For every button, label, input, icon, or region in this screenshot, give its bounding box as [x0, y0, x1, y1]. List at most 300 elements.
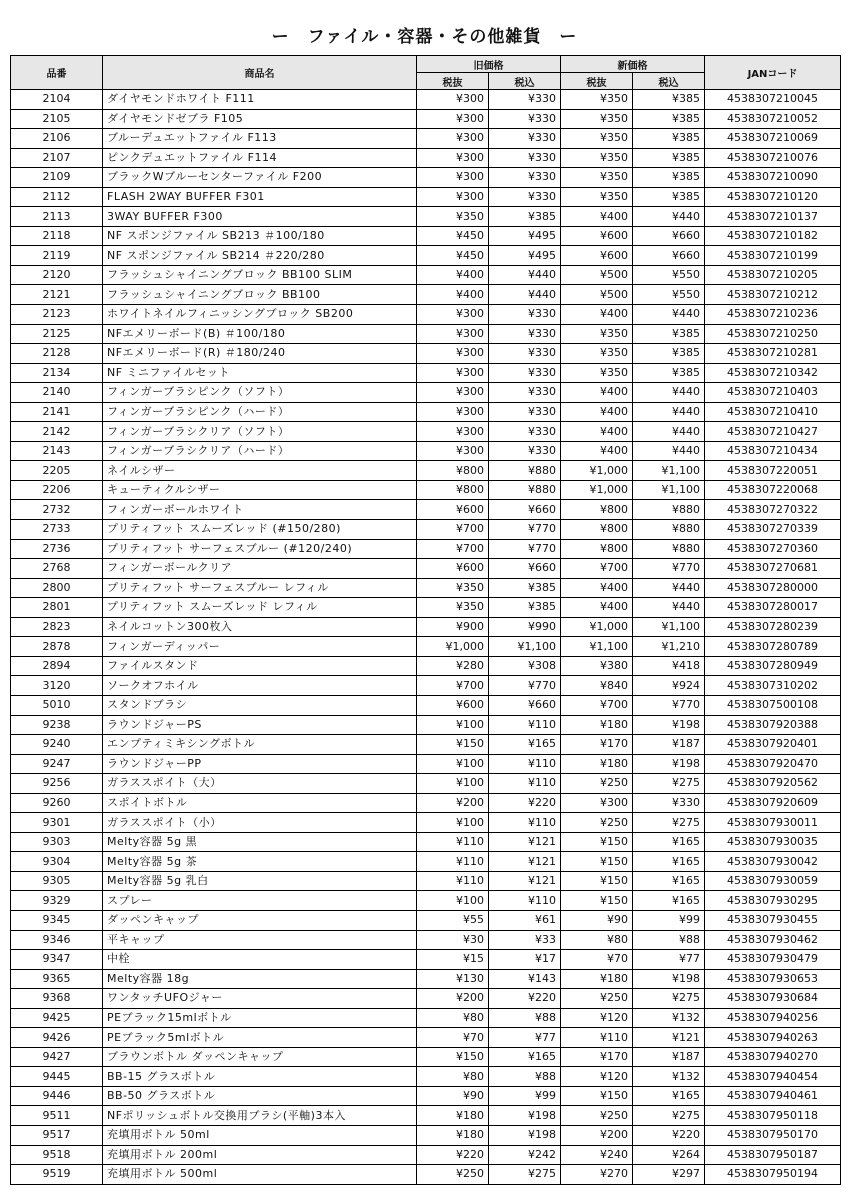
cell-product-name: Melty容器 18g — [103, 969, 417, 989]
cell-new-tax-incl: ¥440 — [633, 598, 705, 618]
cell-product-name: ガラススポイト（小） — [103, 813, 417, 833]
cell-new-tax-excl: ¥500 — [561, 285, 633, 305]
cell-jan-code: 4538307920388 — [705, 715, 841, 735]
cell-code: 9305 — [11, 871, 103, 891]
cell-old-tax-excl: ¥55 — [417, 910, 489, 930]
cell-old-tax-incl: ¥770 — [489, 520, 561, 540]
table-row — [11, 774, 841, 794]
cell-jan-code: 4538307270681 — [705, 559, 841, 579]
cell-old-tax-excl: ¥100 — [417, 754, 489, 774]
cell-product-name: BB-15 グラスボトル — [103, 1067, 417, 1087]
cell-old-tax-excl: ¥280 — [417, 656, 489, 676]
cell-jan-code: 4538307210403 — [705, 383, 841, 403]
cell-code: 5010 — [11, 695, 103, 715]
cell-new-tax-incl: ¥198 — [633, 969, 705, 989]
cell-product-name: フラッシュシャイニングブロック BB100 SLIM — [103, 265, 417, 285]
cell-new-tax-excl: ¥1,000 — [561, 480, 633, 500]
table-row — [11, 1106, 841, 1126]
cell-old-tax-incl: ¥990 — [489, 617, 561, 637]
cell-old-tax-excl: ¥110 — [417, 832, 489, 852]
cell-old-tax-incl: ¥1,100 — [489, 637, 561, 657]
cell-new-tax-excl: ¥120 — [561, 1008, 633, 1028]
cell-old-tax-incl: ¥330 — [489, 383, 561, 403]
cell-new-tax-incl: ¥1,100 — [633, 461, 705, 481]
cell-new-tax-excl: ¥90 — [561, 910, 633, 930]
cell-new-tax-incl: ¥418 — [633, 656, 705, 676]
cell-product-name: ラウンドジャーPS — [103, 715, 417, 735]
cell-old-tax-incl: ¥495 — [489, 246, 561, 266]
cell-old-tax-excl: ¥110 — [417, 871, 489, 891]
cell-product-name: フィンガーブラシピンク（ハード） — [103, 402, 417, 422]
cell-old-tax-excl: ¥1,000 — [417, 637, 489, 657]
cell-jan-code: 4538307930684 — [705, 989, 841, 1009]
cell-new-tax-incl: ¥1,210 — [633, 637, 705, 657]
cell-new-tax-excl: ¥350 — [561, 363, 633, 383]
table-row — [11, 1086, 841, 1106]
cell-old-tax-excl: ¥300 — [417, 363, 489, 383]
cell-product-name: 充填用ボトル 50ml — [103, 1125, 417, 1145]
cell-product-name: Melty容器 5g 黒 — [103, 832, 417, 852]
cell-new-tax-excl: ¥120 — [561, 1067, 633, 1087]
table-row — [11, 226, 841, 246]
table-row — [11, 735, 841, 755]
cell-new-tax-excl: ¥800 — [561, 539, 633, 559]
cell-new-tax-incl: ¥880 — [633, 520, 705, 540]
cell-code: 2125 — [11, 324, 103, 344]
cell-code: 2801 — [11, 598, 103, 618]
cell-code: 2800 — [11, 578, 103, 598]
cell-new-tax-excl: ¥80 — [561, 930, 633, 950]
cell-code: 9517 — [11, 1125, 103, 1145]
cell-jan-code: 4538307220068 — [705, 480, 841, 500]
cell-jan-code: 4538307920470 — [705, 754, 841, 774]
cell-new-tax-incl: ¥165 — [633, 832, 705, 852]
cell-product-name: プリティフット サーフェスブルー レフィル — [103, 578, 417, 598]
table-row — [11, 1047, 841, 1067]
header-old-tax-incl: 税込 — [489, 73, 561, 90]
cell-old-tax-excl: ¥350 — [417, 598, 489, 618]
cell-old-tax-excl: ¥300 — [417, 441, 489, 461]
table-row — [11, 265, 841, 285]
cell-new-tax-incl: ¥121 — [633, 1028, 705, 1048]
cell-code: 3120 — [11, 676, 103, 696]
cell-code: 2878 — [11, 637, 103, 657]
cell-jan-code: 4538307920562 — [705, 774, 841, 794]
cell-new-tax-incl: ¥187 — [633, 735, 705, 755]
cell-old-tax-incl: ¥121 — [489, 852, 561, 872]
cell-product-name: スプレー — [103, 891, 417, 911]
cell-product-name: スポイトボトル — [103, 793, 417, 813]
cell-old-tax-excl: ¥70 — [417, 1028, 489, 1048]
cell-jan-code: 4538307210069 — [705, 129, 841, 149]
cell-new-tax-excl: ¥350 — [561, 187, 633, 207]
cell-product-name: ダッペンキャップ — [103, 910, 417, 930]
cell-jan-code: 4538307500108 — [705, 695, 841, 715]
cell-old-tax-excl: ¥100 — [417, 774, 489, 794]
cell-old-tax-incl: ¥330 — [489, 109, 561, 129]
cell-jan-code: 4538307210427 — [705, 422, 841, 442]
cell-old-tax-excl: ¥30 — [417, 930, 489, 950]
cell-product-name: ダイヤモンドゼブラ F105 — [103, 109, 417, 129]
cell-code: 2120 — [11, 265, 103, 285]
cell-new-tax-excl: ¥240 — [561, 1145, 633, 1165]
table-row — [11, 676, 841, 696]
cell-old-tax-incl: ¥88 — [489, 1067, 561, 1087]
table-row — [11, 989, 841, 1009]
cell-product-name: プリティフット サーフェスブルー (#120/240) — [103, 539, 417, 559]
cell-code: 2104 — [11, 90, 103, 110]
cell-product-name: フィンガーボールクリア — [103, 559, 417, 579]
cell-new-tax-excl: ¥600 — [561, 226, 633, 246]
cell-old-tax-excl: ¥300 — [417, 305, 489, 325]
cell-product-name: ファイルスタンド — [103, 656, 417, 676]
cell-new-tax-excl: ¥1,000 — [561, 461, 633, 481]
cell-jan-code: 4538307210120 — [705, 187, 841, 207]
cell-new-tax-excl: ¥350 — [561, 109, 633, 129]
cell-product-name: NF スポンジファイル SB213 ＃100/180 — [103, 226, 417, 246]
cell-new-tax-excl: ¥1,100 — [561, 637, 633, 657]
table-row — [11, 129, 841, 149]
cell-product-name: PEブラック15mlボトル — [103, 1008, 417, 1028]
cell-new-tax-incl: ¥275 — [633, 813, 705, 833]
cell-product-name: フラッシュシャイニングブロック BB100 — [103, 285, 417, 305]
table-row — [11, 246, 841, 266]
table-row — [11, 109, 841, 129]
cell-product-name: キューティクルシザー — [103, 480, 417, 500]
cell-product-name: ブルーデュエットファイル F113 — [103, 129, 417, 149]
table-row — [11, 461, 841, 481]
cell-old-tax-incl: ¥330 — [489, 441, 561, 461]
cell-new-tax-excl: ¥250 — [561, 989, 633, 1009]
cell-old-tax-incl: ¥330 — [489, 305, 561, 325]
cell-jan-code: 4538307280000 — [705, 578, 841, 598]
cell-product-name: 3WAY BUFFER F300 — [103, 207, 417, 227]
cell-code: 9365 — [11, 969, 103, 989]
cell-old-tax-excl: ¥600 — [417, 695, 489, 715]
cell-product-name: PEブラック5mlボトル — [103, 1028, 417, 1048]
cell-code: 2113 — [11, 207, 103, 227]
cell-old-tax-excl: ¥80 — [417, 1008, 489, 1028]
cell-old-tax-incl: ¥330 — [489, 187, 561, 207]
cell-code: 2894 — [11, 656, 103, 676]
cell-new-tax-excl: ¥400 — [561, 402, 633, 422]
cell-old-tax-excl: ¥150 — [417, 735, 489, 755]
cell-new-tax-excl: ¥250 — [561, 1106, 633, 1126]
table-row — [11, 871, 841, 891]
table-row — [11, 500, 841, 520]
cell-new-tax-excl: ¥150 — [561, 832, 633, 852]
cell-old-tax-excl: ¥200 — [417, 989, 489, 1009]
table-row — [11, 90, 841, 110]
cell-product-name: BB-50 グラスボトル — [103, 1086, 417, 1106]
cell-old-tax-incl: ¥660 — [489, 695, 561, 715]
cell-new-tax-excl: ¥400 — [561, 578, 633, 598]
header-new-tax-incl: 税込 — [633, 73, 705, 90]
cell-product-name: NFポリッシュボトル交換用ブラシ(平軸)3本入 — [103, 1106, 417, 1126]
cell-product-name: ダイヤモンドホワイト F111 — [103, 90, 417, 110]
cell-jan-code: 4538307210045 — [705, 90, 841, 110]
cell-code: 2123 — [11, 305, 103, 325]
cell-new-tax-incl: ¥275 — [633, 1106, 705, 1126]
cell-product-name: プリティフット スムーズレッド (#150/280) — [103, 520, 417, 540]
cell-old-tax-incl: ¥121 — [489, 871, 561, 891]
cell-code: 9260 — [11, 793, 103, 813]
cell-jan-code: 4538307210410 — [705, 402, 841, 422]
cell-jan-code: 4538307920401 — [705, 735, 841, 755]
table-row — [11, 578, 841, 598]
cell-jan-code: 4538307950187 — [705, 1145, 841, 1165]
cell-code: 2119 — [11, 246, 103, 266]
cell-new-tax-incl: ¥385 — [633, 109, 705, 129]
cell-product-name: Melty容器 5g 茶 — [103, 852, 417, 872]
cell-old-tax-excl: ¥900 — [417, 617, 489, 637]
cell-code: 9303 — [11, 832, 103, 852]
cell-jan-code: 4538307210090 — [705, 168, 841, 188]
cell-new-tax-incl: ¥550 — [633, 285, 705, 305]
cell-jan-code: 4538307210182 — [705, 226, 841, 246]
cell-old-tax-incl: ¥110 — [489, 715, 561, 735]
cell-new-tax-excl: ¥150 — [561, 871, 633, 891]
cell-old-tax-incl: ¥330 — [489, 129, 561, 149]
table-row — [11, 1125, 841, 1145]
table-row — [11, 422, 841, 442]
cell-old-tax-incl: ¥330 — [489, 168, 561, 188]
table-row — [11, 832, 841, 852]
cell-code: 2733 — [11, 520, 103, 540]
cell-product-name: NF スポンジファイル SB214 ＃220/280 — [103, 246, 417, 266]
cell-old-tax-excl: ¥100 — [417, 891, 489, 911]
cell-jan-code: 4538307210250 — [705, 324, 841, 344]
cell-new-tax-incl: ¥385 — [633, 168, 705, 188]
cell-jan-code: 4538307270339 — [705, 520, 841, 540]
cell-new-tax-excl: ¥350 — [561, 168, 633, 188]
cell-product-name: ホワイトネイルフィニッシングブロック SB200 — [103, 305, 417, 325]
cell-new-tax-incl: ¥198 — [633, 715, 705, 735]
cell-jan-code: 4538307210137 — [705, 207, 841, 227]
cell-jan-code: 4538307310202 — [705, 676, 841, 696]
table-row — [11, 402, 841, 422]
cell-code: 2140 — [11, 383, 103, 403]
cell-code: 9446 — [11, 1086, 103, 1106]
cell-product-name: FLASH 2WAY BUFFER F301 — [103, 187, 417, 207]
header-new-tax-excl: 税抜 — [561, 73, 633, 90]
cell-new-tax-incl: ¥660 — [633, 246, 705, 266]
cell-new-tax-excl: ¥270 — [561, 1165, 633, 1185]
cell-product-name: NFエメリーボード(B) ＃100/180 — [103, 324, 417, 344]
cell-jan-code: 4538307280017 — [705, 598, 841, 618]
table-row — [11, 969, 841, 989]
cell-old-tax-excl: ¥400 — [417, 265, 489, 285]
cell-old-tax-incl: ¥770 — [489, 676, 561, 696]
cell-new-tax-excl: ¥180 — [561, 969, 633, 989]
cell-jan-code: 4538307940454 — [705, 1067, 841, 1087]
cell-old-tax-incl: ¥330 — [489, 422, 561, 442]
table-row — [11, 1145, 841, 1165]
cell-new-tax-incl: ¥550 — [633, 265, 705, 285]
table-row — [11, 695, 841, 715]
cell-code: 9301 — [11, 813, 103, 833]
table-row — [11, 324, 841, 344]
cell-jan-code: 4538307930042 — [705, 852, 841, 872]
cell-new-tax-incl: ¥275 — [633, 774, 705, 794]
cell-code: 2128 — [11, 344, 103, 364]
cell-code: 2105 — [11, 109, 103, 129]
cell-product-name: 中栓 — [103, 950, 417, 970]
header-jan: JANコード — [705, 56, 841, 90]
cell-jan-code: 4538307270360 — [705, 539, 841, 559]
cell-product-name: フィンガーボールホワイト — [103, 500, 417, 520]
cell-product-name: ピンクデュエットファイル F114 — [103, 148, 417, 168]
cell-old-tax-incl: ¥143 — [489, 969, 561, 989]
cell-old-tax-excl: ¥800 — [417, 461, 489, 481]
cell-old-tax-excl: ¥90 — [417, 1086, 489, 1106]
cell-old-tax-incl: ¥198 — [489, 1125, 561, 1145]
cell-old-tax-excl: ¥130 — [417, 969, 489, 989]
cell-new-tax-incl: ¥264 — [633, 1145, 705, 1165]
cell-new-tax-excl: ¥840 — [561, 676, 633, 696]
cell-code: 9238 — [11, 715, 103, 735]
cell-old-tax-incl: ¥110 — [489, 813, 561, 833]
cell-old-tax-excl: ¥300 — [417, 90, 489, 110]
cell-product-name: ネイルシザー — [103, 461, 417, 481]
table-row — [11, 656, 841, 676]
cell-jan-code: 4538307210205 — [705, 265, 841, 285]
cell-product-name: Melty容器 5g 乳白 — [103, 871, 417, 891]
table-header — [11, 56, 841, 90]
cell-code: 2109 — [11, 168, 103, 188]
cell-new-tax-incl: ¥220 — [633, 1125, 705, 1145]
cell-old-tax-incl: ¥770 — [489, 539, 561, 559]
cell-new-tax-incl: ¥88 — [633, 930, 705, 950]
cell-old-tax-incl: ¥165 — [489, 735, 561, 755]
cell-new-tax-excl: ¥170 — [561, 1047, 633, 1067]
table-row — [11, 148, 841, 168]
table-row — [11, 754, 841, 774]
cell-product-name: ネイルコットン300枚入 — [103, 617, 417, 637]
cell-old-tax-incl: ¥330 — [489, 402, 561, 422]
cell-new-tax-excl: ¥1,000 — [561, 617, 633, 637]
cell-code: 9240 — [11, 735, 103, 755]
cell-product-name: ブラウンボトル ダッペンキャップ — [103, 1047, 417, 1067]
table-row — [11, 852, 841, 872]
cell-new-tax-incl: ¥440 — [633, 402, 705, 422]
cell-code: 9345 — [11, 910, 103, 930]
cell-code: 9247 — [11, 754, 103, 774]
cell-code: 2134 — [11, 363, 103, 383]
cell-old-tax-incl: ¥330 — [489, 148, 561, 168]
cell-new-tax-incl: ¥297 — [633, 1165, 705, 1185]
cell-old-tax-incl: ¥440 — [489, 265, 561, 285]
cell-new-tax-excl: ¥180 — [561, 715, 633, 735]
cell-old-tax-incl: ¥660 — [489, 500, 561, 520]
cell-old-tax-excl: ¥100 — [417, 715, 489, 735]
cell-old-tax-excl: ¥300 — [417, 148, 489, 168]
cell-new-tax-incl: ¥440 — [633, 578, 705, 598]
cell-code: 2107 — [11, 148, 103, 168]
cell-old-tax-incl: ¥495 — [489, 226, 561, 246]
cell-jan-code: 4538307270322 — [705, 500, 841, 520]
cell-code: 9518 — [11, 1145, 103, 1165]
cell-new-tax-incl: ¥275 — [633, 989, 705, 1009]
cell-new-tax-excl: ¥350 — [561, 129, 633, 149]
cell-old-tax-incl: ¥99 — [489, 1086, 561, 1106]
cell-product-name: フィンガーブラシピンク（ソフト） — [103, 383, 417, 403]
cell-new-tax-incl: ¥198 — [633, 754, 705, 774]
cell-new-tax-excl: ¥170 — [561, 735, 633, 755]
cell-old-tax-excl: ¥350 — [417, 578, 489, 598]
cell-old-tax-incl: ¥330 — [489, 90, 561, 110]
cell-product-name: 充填用ボトル 500ml — [103, 1165, 417, 1185]
cell-old-tax-excl: ¥300 — [417, 129, 489, 149]
cell-new-tax-incl: ¥187 — [633, 1047, 705, 1067]
cell-jan-code: 4538307930011 — [705, 813, 841, 833]
cell-old-tax-excl: ¥15 — [417, 950, 489, 970]
cell-new-tax-excl: ¥70 — [561, 950, 633, 970]
cell-old-tax-incl: ¥110 — [489, 754, 561, 774]
cell-code: 2142 — [11, 422, 103, 442]
cell-old-tax-incl: ¥385 — [489, 598, 561, 618]
cell-new-tax-excl: ¥400 — [561, 383, 633, 403]
cell-new-tax-incl: ¥77 — [633, 950, 705, 970]
cell-new-tax-incl: ¥660 — [633, 226, 705, 246]
cell-new-tax-incl: ¥385 — [633, 363, 705, 383]
cell-old-tax-excl: ¥180 — [417, 1125, 489, 1145]
cell-jan-code: 4538307930479 — [705, 950, 841, 970]
cell-old-tax-incl: ¥110 — [489, 891, 561, 911]
cell-old-tax-excl: ¥180 — [417, 1106, 489, 1126]
cell-old-tax-incl: ¥165 — [489, 1047, 561, 1067]
table-row — [11, 910, 841, 930]
table-row — [11, 637, 841, 657]
cell-old-tax-incl: ¥77 — [489, 1028, 561, 1048]
table-row — [11, 891, 841, 911]
cell-old-tax-excl: ¥300 — [417, 168, 489, 188]
cell-code: 9519 — [11, 1165, 103, 1185]
cell-jan-code: 4538307210212 — [705, 285, 841, 305]
cell-old-tax-incl: ¥121 — [489, 832, 561, 852]
cell-new-tax-incl: ¥132 — [633, 1067, 705, 1087]
cell-new-tax-incl: ¥99 — [633, 910, 705, 930]
cell-new-tax-incl: ¥385 — [633, 324, 705, 344]
cell-new-tax-excl: ¥250 — [561, 774, 633, 794]
cell-new-tax-incl: ¥770 — [633, 695, 705, 715]
cell-code: 9426 — [11, 1028, 103, 1048]
cell-old-tax-incl: ¥330 — [489, 344, 561, 364]
cell-jan-code: 4538307930295 — [705, 891, 841, 911]
cell-old-tax-excl: ¥600 — [417, 559, 489, 579]
cell-old-tax-excl: ¥300 — [417, 383, 489, 403]
page-title: ー ファイル・容器・その他雑貨 ー — [271, 27, 578, 47]
cell-new-tax-incl: ¥1,100 — [633, 480, 705, 500]
cell-new-tax-incl: ¥385 — [633, 344, 705, 364]
table-row — [11, 520, 841, 540]
table-row — [11, 950, 841, 970]
table-row — [11, 930, 841, 950]
cell-code: 2143 — [11, 441, 103, 461]
cell-new-tax-excl: ¥400 — [561, 207, 633, 227]
cell-jan-code: 4538307210052 — [705, 109, 841, 129]
cell-jan-code: 4538307950118 — [705, 1106, 841, 1126]
cell-new-tax-incl: ¥1,100 — [633, 617, 705, 637]
cell-old-tax-incl: ¥110 — [489, 774, 561, 794]
cell-product-name: フィンガーディッパー — [103, 637, 417, 657]
cell-product-name: ソークオフホイル — [103, 676, 417, 696]
cell-new-tax-excl: ¥800 — [561, 500, 633, 520]
cell-product-name: スタンドブラシ — [103, 695, 417, 715]
cell-old-tax-excl: ¥80 — [417, 1067, 489, 1087]
cell-code: 9427 — [11, 1047, 103, 1067]
cell-new-tax-excl: ¥150 — [561, 891, 633, 911]
